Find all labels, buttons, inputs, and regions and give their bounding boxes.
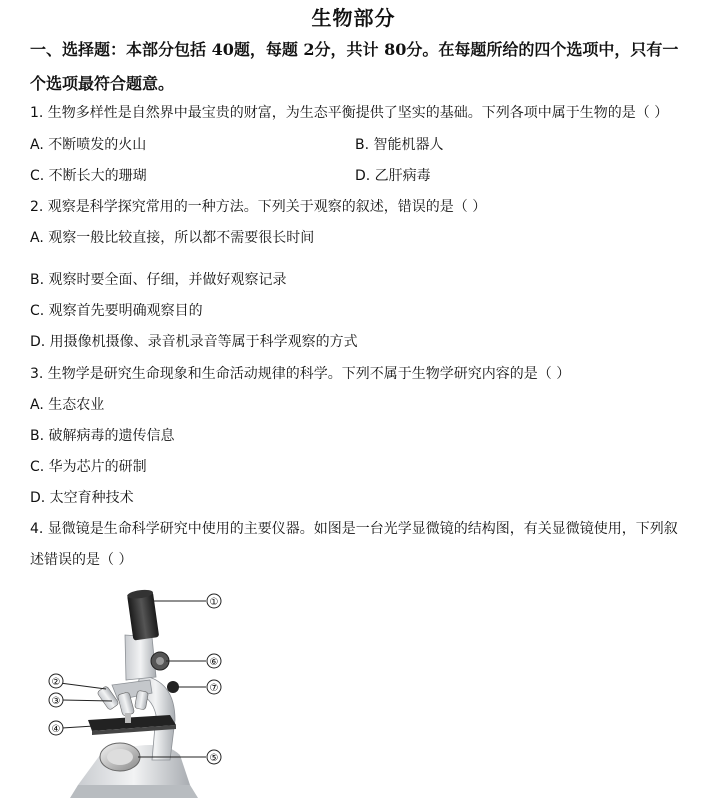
stage-clip: [125, 713, 131, 723]
microscope-figure: [40, 585, 240, 798]
label-2: ②: [51, 677, 61, 688]
label-3: ③: [51, 696, 61, 707]
question-1-option-c: C. 不断长大的珊瑚: [30, 168, 147, 184]
fine-adjustment-knob: [167, 681, 179, 693]
question-4-stem-line-2: 述错误的是（ ）: [30, 552, 133, 568]
question-4-stem-line-1: 4. 显微镜是生命科学研究中使用的主要仪器。如图是一台光学显微镜的结构图，有关显微镜使用，下列叙: [30, 521, 678, 537]
question-1-option-a: A. 不断喷发的火山: [30, 137, 147, 153]
question-3-option-a: A. 生态农业: [30, 397, 105, 413]
question-2-option-a: A. 观察一般比较直接，所以都不需要很长时间: [30, 230, 315, 246]
question-3-option-c: C. 华为芯片的研制: [30, 459, 147, 475]
label-5: ⑤: [209, 753, 219, 764]
question-1-stem: 1. 生物多样性是自然界中最宝贵的财富，为生态平衡提供了坚实的基础。下列各项中属于生物的是（ ）: [30, 105, 669, 121]
question-1-option-b: B. 智能机器人: [355, 137, 444, 153]
page-title: 生物部分: [311, 6, 396, 30]
question-3-stem: 3. 生物学是研究生命现象和生命活动规律的科学。下列不属于生物学研究内容的是（ ）: [30, 366, 571, 382]
question-1-option-d: D. 乙肝病毒: [355, 168, 431, 184]
question-2-stem: 2. 观察是科学探究常用的一种方法。下列关于观察的叙述，错误的是（ ）: [30, 199, 487, 215]
microscope-base: [70, 785, 198, 798]
label-4: ④: [51, 724, 61, 735]
question-2-option-b: B. 观察时要全面、仔细，并做好观察记录: [30, 272, 287, 288]
eyepiece: [127, 591, 159, 640]
label-6: ⑥: [209, 657, 219, 668]
question-3-option-d: D. 太空育种技术: [30, 490, 134, 506]
label-1: ①: [209, 597, 219, 608]
question-2-option-c: C. 观察首先要明确观察目的: [30, 303, 203, 319]
section-heading: 一、选择题：本部分包括 40题，每题 2分，共计 80分。在每题所给的四个选项中，只有一个选项最符合题意。: [30, 40, 679, 93]
question-2-option-d: D. 用摄像机摄像、录音机录音等属于科学观察的方式: [30, 334, 358, 350]
question-3-option-b: B. 破解病毒的遗传信息: [30, 428, 175, 444]
label-7: ⑦: [209, 683, 219, 694]
